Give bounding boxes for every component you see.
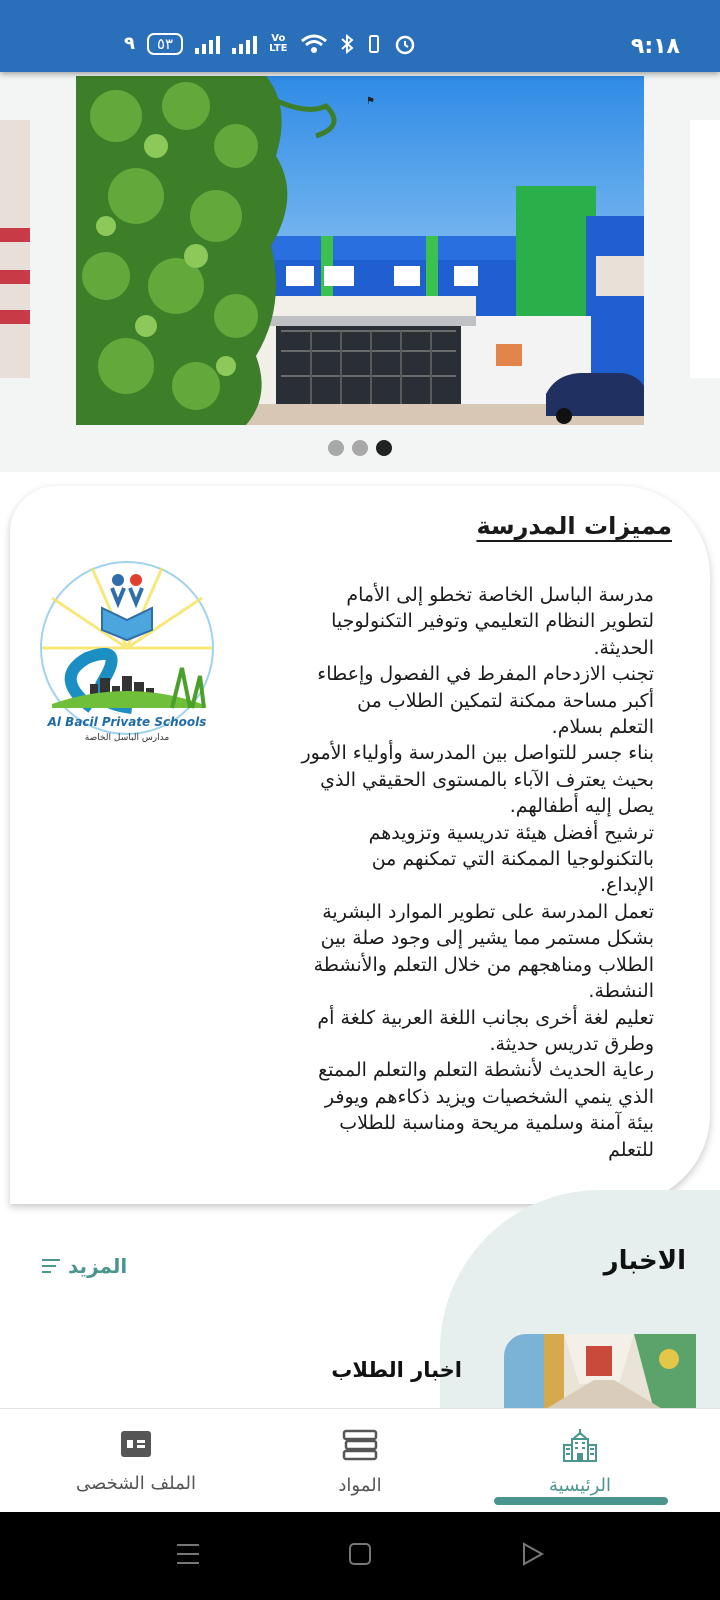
recent-apps-icon[interactable] [174, 1540, 202, 1568]
news-more-button[interactable] [42, 1254, 127, 1278]
carousel-dot[interactable] [328, 440, 344, 456]
nav-home[interactable] [480, 1427, 680, 1496]
carousel-slide-school-building[interactable] [76, 76, 644, 425]
bluetooth-icon [340, 34, 354, 54]
nav-subjects-label: المواد [338, 1475, 382, 1496]
books-icon [340, 1427, 380, 1463]
nav-active-indicator [494, 1497, 668, 1505]
status-time: ٩:١٨ [630, 34, 680, 59]
school-building-photo [76, 76, 644, 425]
features-description: مدرسة الباسل الخاصة تخطو إلى الأمام لتطوير النظام التعليمي وتوفير التكنولوجيا الحديثة. تجنب الازدحام المفرط في الفصول وإعطاء أكبر مساحة ممكنة لتمكين الطلاب من التعلم بسلام. بناء جسر للتواصل بين المدرسة وأولياء الأمور بحيث يعترف الآباء بالمستوى الحقيقي الذي يصل إليه أطفالهم. ترشيح أفضل هيئة تدريسية وتزويدهم بالتكنولوجيا الممكنة التي تمكنهم من الإبداع. تعمل المدرسة على تطوير الموارد البشرية بشكل مستمر مما يشير إلى وجود صلة بين الطلاب ومناهجهم من خلال التعلم والأنشطة النشطة. تعليم لغة أخرى بجانب اللغة العربية كلغة أم وطرق تدريس حديثة. رعاية الحديث لأنشطة التعلم والتعلم الممتع الذي ينمي الشخصيات ويزيد ذكاءهم ويوفر بيئة آمنة وسلمية مريحة ومناسبة للطلاب للتعلم [301, 584, 654, 1161]
news-list-item[interactable] [0, 1300, 720, 1410]
carousel-dot[interactable] [352, 440, 368, 456]
nav-profile[interactable] [36, 1427, 236, 1494]
volte-icon: Vo LTE [269, 33, 288, 54]
signal-icon [195, 34, 220, 54]
battery-indicator: ٥٣ [147, 33, 183, 55]
news-section-title: الاخبار [603, 1246, 686, 1276]
home-icon[interactable] [346, 1540, 374, 1568]
school-logo [32, 558, 222, 746]
news-item-thumbnail [504, 1334, 696, 1410]
features-title: مميزات المدرسة [476, 512, 672, 540]
news-item-title: اخبار الطلاب [331, 1358, 462, 1382]
bottom-navigation [0, 1408, 720, 1513]
nav-profile-label: الملف الشخصى [76, 1473, 196, 1494]
signal-icon-2 [232, 34, 257, 54]
sort-lines-icon [42, 1259, 60, 1273]
svg-text:Al Bacil Private Schools: Al Bacil Private Schools [47, 715, 207, 729]
nav-home-label: الرئيسية [549, 1475, 611, 1496]
svg-text:مدارس الباسل الخاصة: مدارس الباسل الخاصة [84, 733, 170, 743]
image-carousel[interactable] [0, 72, 720, 472]
status-icons [124, 33, 416, 55]
vibrate-icon [366, 34, 382, 54]
alarm-icon [394, 33, 416, 55]
system-navigation-bar [0, 1512, 720, 1600]
wifi-icon [300, 34, 328, 54]
nav-subjects[interactable] [260, 1427, 460, 1496]
school-features-card [10, 486, 710, 1204]
school-icon [561, 1427, 599, 1463]
carousel-slide-next[interactable] [690, 120, 720, 378]
svg-text:⚑: ⚑ [366, 96, 375, 107]
carousel-slide-previous[interactable] [0, 120, 30, 378]
more-label: المزيد [68, 1254, 128, 1278]
profile-card-icon [119, 1427, 153, 1461]
status-bar [0, 0, 720, 72]
carousel-dot-active[interactable] [376, 440, 392, 456]
back-icon[interactable] [518, 1540, 546, 1568]
carousel-pagination [0, 440, 720, 456]
hand-digit: ٩ [124, 33, 135, 54]
